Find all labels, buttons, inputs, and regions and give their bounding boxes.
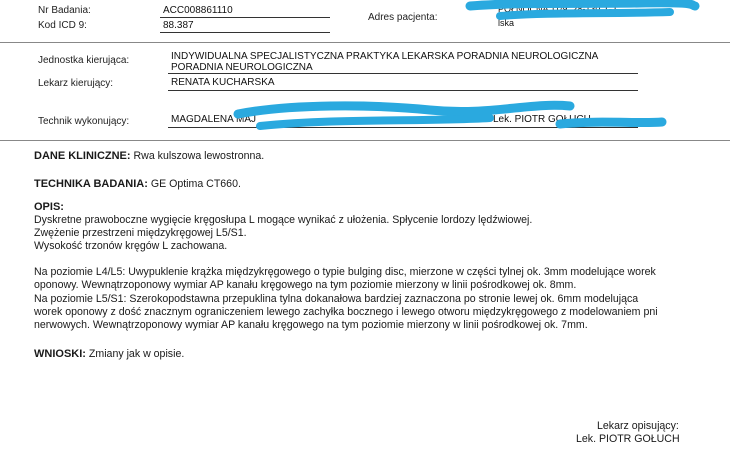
conclusions-text: Zmiany jak w opisie. <box>88 348 185 360</box>
description-line: Dyskretne prawoboczne wygięcie kręgosłupa L mogące wynikać z ułożenia. Spłycenie lordozy lędźwiowej. <box>34 214 533 226</box>
divider <box>160 32 330 33</box>
referring-value: RENATA KUCHARSKA <box>171 77 275 88</box>
technique-text: GE Optima CT660. <box>150 178 241 190</box>
redaction-scribble <box>230 96 670 138</box>
describing-doctor-top: Lek. PIOTR GOŁUCH <box>493 114 591 125</box>
technique <box>34 178 241 190</box>
divider <box>168 90 638 91</box>
l4-l5-line: Na poziomie L4/L5: Uwypuklenie krążka międzykręgowego o typie bulging disc, mierzone w części tylnej ok. 3mm modelujące worek <box>34 266 656 278</box>
l5-s1-line: nerwowych. Wewnątrzoponowy wymiar AP kanału kręgowego na tym poziomie mierzony w linii pośrodkowej ok. 7mm. <box>34 319 588 331</box>
description-line: Zwężenie przestrzeni międzykręgowej L5/S1. <box>34 227 247 239</box>
divider <box>0 140 730 141</box>
unit-label: Jednostka kierująca: <box>38 55 130 66</box>
unit-line2: PORADNIA NEUROLOGICZNA <box>171 62 313 73</box>
clinical-data <box>34 150 264 162</box>
technician-value: MAGDALENA MAJ <box>171 114 257 125</box>
conclusions <box>34 348 184 360</box>
conclusions-heading: WNIOSKI: <box>34 348 86 360</box>
patient-address-value: POŁNOCNA 11/9, 28-130, GT <box>498 4 618 14</box>
signature-name: Lek. PIOTR GOŁUCH <box>576 433 680 445</box>
l5-s1-line: worek oponowy z dość znacznym ograniczeniem lewego zachyłka bocznego i lewego otworu międzykręgowego z modelowaniem pni <box>34 306 658 318</box>
description-heading: OPIS: <box>34 201 64 213</box>
referring-label: Lekarz kierujący: <box>38 78 114 89</box>
exam-number-label: Nr Badania: <box>38 5 91 16</box>
l4-l5-line: oponowy. Wewnątrzoponowy wymiar AP kanału kręgowego na tym poziomie mierzony w linii pośrodkowej ok. 8mm. <box>34 279 577 291</box>
divider <box>168 73 638 74</box>
clinical-text: Rwa kulszowa lewostronna. <box>133 150 265 162</box>
description-line: Wysokość trzonów kręgów L zachowana. <box>34 240 228 252</box>
redaction-scribble <box>460 0 700 26</box>
signature-label: Lekarz opisujący: <box>597 420 679 432</box>
divider <box>0 42 730 43</box>
patient-address-label: Adres pacjenta: <box>368 12 438 23</box>
unit-line1: INDYWIDUALNA SPECJALISTYCZNA PRAKTYKA LEKARSKA PORADNIA NEUROLOGICZNA <box>171 51 599 62</box>
technique-heading: TECHNIKA BADANIA: <box>34 178 148 190</box>
icd-label: Kod ICD 9: <box>38 20 87 31</box>
technician-label: Technik wykonujący: <box>38 116 130 127</box>
clinical-heading: DANE KLINICZNE: <box>34 150 131 162</box>
patient-address-line2: lska <box>498 18 515 28</box>
l5-s1-line: Na poziomie L5/S1: Szerokopodstawna przepuklina tylna dokanałowa bardziej zaznaczona po stronie lewej ok. 6mm modelująca <box>34 293 639 305</box>
exam-number-value: ACC008861110 <box>163 5 233 16</box>
icd-value: 88.387 <box>163 20 194 31</box>
divider <box>160 17 330 18</box>
